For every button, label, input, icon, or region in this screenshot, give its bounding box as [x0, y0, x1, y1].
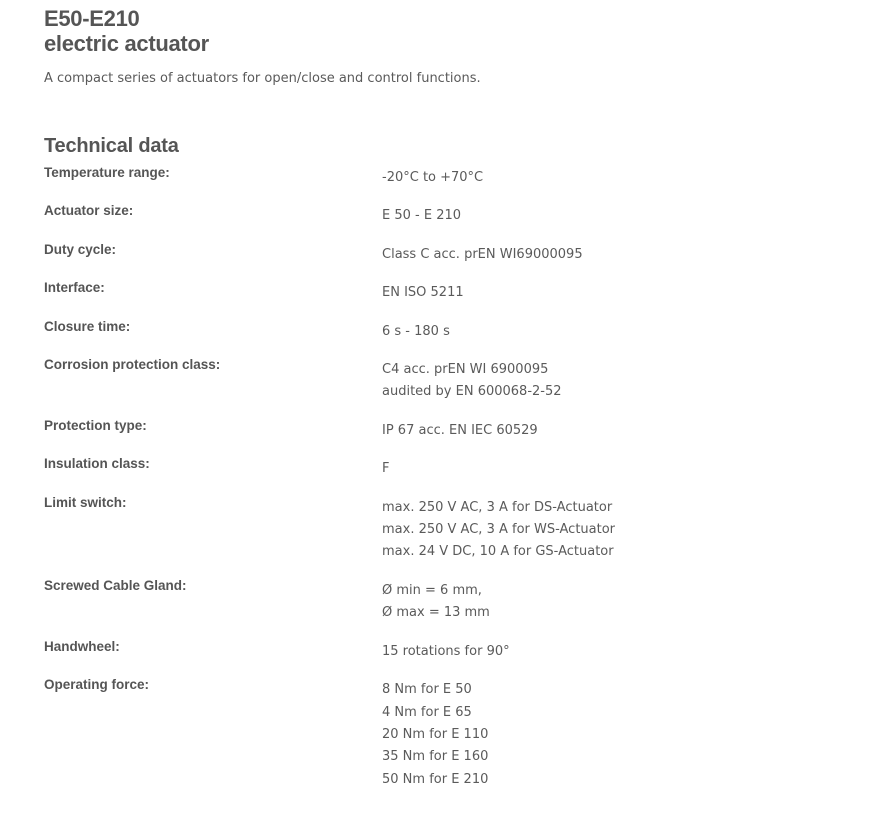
spec-value: EN ISO 5211 [382, 285, 464, 301]
spec-label: Insulation class: [44, 456, 150, 472]
spec-label: Corrosion protection class: [44, 357, 221, 373]
spec-row [44, 318, 664, 343]
spec-row [44, 356, 664, 404]
spec-row [44, 417, 664, 442]
product-title: E50-E210 [44, 6, 140, 31]
spec-values [382, 417, 664, 442]
spec-label: Temperature range: [44, 165, 170, 180]
spec-value: Ø min = 6 mm, [382, 582, 482, 598]
spec-row [44, 676, 664, 791]
spec-label: Operating force: [44, 677, 150, 693]
spec-values [382, 577, 664, 625]
spec-value: Class C acc. prEN WI69000095 [382, 246, 583, 262]
spec-values [382, 638, 664, 663]
product-subtitle: electric actuator [44, 31, 209, 56]
technical-data-table [44, 164, 664, 791]
technical-data-heading: Technical data [44, 135, 179, 157]
spec-value: 6 s - 180 s [382, 323, 450, 339]
spec-row [44, 494, 664, 564]
spec-values [382, 318, 664, 343]
spec-value: 8 Nm for E 50 [382, 682, 472, 698]
spec-values [382, 455, 664, 480]
spec-row [44, 241, 664, 266]
spec-value: 35 Nm for E 160 [382, 749, 489, 765]
spec-label: Closure time: [44, 318, 131, 334]
spec-value: Ø max = 13 mm [382, 605, 490, 621]
spec-value: audited by EN 600068-2-52 [382, 384, 562, 400]
spec-row [44, 455, 664, 480]
spec-values [382, 356, 664, 404]
spec-row [44, 577, 664, 625]
spec-row [44, 202, 664, 227]
product-intro: A compact series of actuators for open/close and control functions. [44, 71, 481, 86]
spec-value: IP 67 acc. EN IEC 60529 [382, 422, 538, 438]
spec-label: Actuator size: [44, 203, 134, 219]
spec-label: Handwheel: [44, 638, 120, 654]
spec-values [382, 279, 664, 304]
spec-label: Duty cycle: [44, 241, 117, 257]
spec-values [382, 241, 664, 266]
spec-value: max. 24 V DC, 10 A for GS-Actuator [382, 544, 614, 560]
spec-value: F [382, 461, 390, 477]
spec-value: 4 Nm for E 65 [382, 704, 472, 720]
product-page [44, 6, 844, 804]
spec-values [382, 676, 664, 791]
spec-row [44, 279, 664, 304]
spec-values [382, 494, 664, 564]
spec-value: E 50 - E 210 [382, 208, 462, 224]
spec-value: 20 Nm for E 110 [382, 726, 489, 742]
spec-label: Interface: [44, 280, 105, 296]
spec-row [44, 164, 664, 189]
spec-label: Protection type: [44, 417, 147, 433]
spec-value: 50 Nm for E 210 [382, 771, 489, 787]
spec-value: -20°C to +70°C [382, 170, 484, 185]
spec-value: max. 250 V AC, 3 A for DS-Actuator [382, 499, 613, 515]
spec-value: C4 acc. prEN WI 6900095 [382, 362, 549, 378]
spec-value: 15 rotations for 90° [382, 643, 510, 659]
spec-label: Limit switch: [44, 494, 127, 510]
spec-values [382, 202, 664, 227]
spec-values [382, 164, 664, 189]
spec-value: max. 250 V AC, 3 A for WS-Actuator [382, 522, 616, 538]
spec-row [44, 638, 664, 663]
spec-label: Screwed Cable Gland: [44, 577, 187, 593]
